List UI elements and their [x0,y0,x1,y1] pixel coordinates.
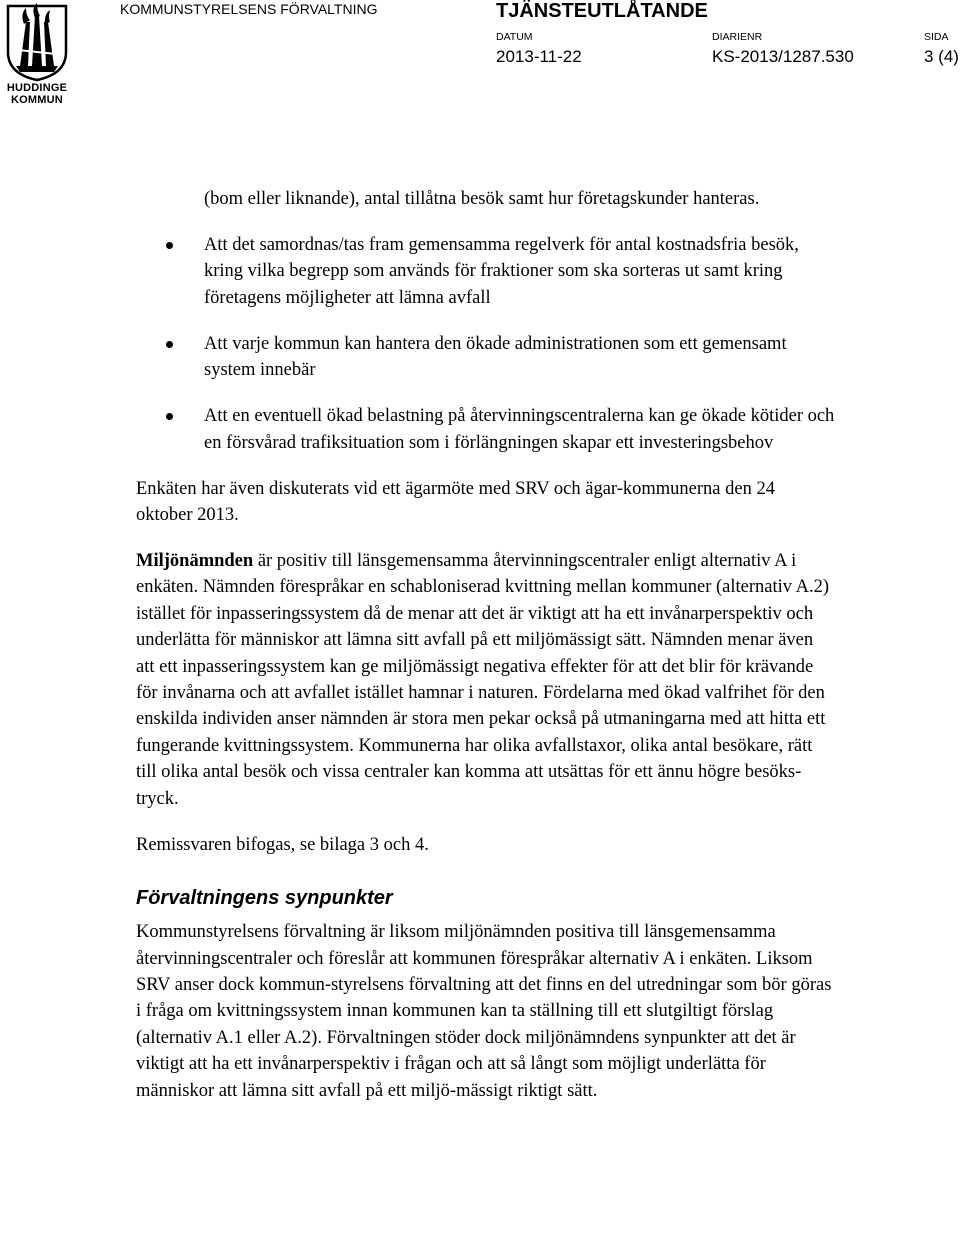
bullet-icon [166,341,173,348]
diary-number: KS-2013/1287.530 [712,47,854,66]
list-item [136,232,836,311]
list-item-text: Att en eventuell ökad belastning på återvinningscentralerna kan ge ökade kötider och en försvårad trafiksituation som i förlängningen skapar ett investeringsbehov [204,406,835,453]
organization-name: KOMMUNSTYRELSENS FÖRVALTNING [120,1,378,17]
page-number: 3 (4) [924,47,959,66]
paragraph-forvaltning: Kommunstyrelsens förvaltning är liksom miljönämnden positiva till länsgemensamma återvinningscentraler och föreslår att kommunen förespråkar alternativ A i enkäten. Liksom SRV anser dock kommun-styrelsens förvaltning att det finns en del utredningar som bör göras i fråga om kvittningssystem innan kommunen kan ta ställning till ett slutgiltigt förslag (alternativ A.1 eller A.2). Förvaltningen stöder dock miljönämndens synpunkter att det är viktigt att ha ett invånarperspektiv i frågan och att så långt som möjligt underlätta för människor att lämna sitt avfall på ett miljö-mässigt riktigt sätt. [136,922,832,1101]
diary-label: DIARIENR [712,31,763,43]
paragraph-miljonamnden [136,548,836,812]
bullet-icon [166,413,173,420]
list-item-text: Att varje kommun kan hantera den ökade administrationen som ett gemensamt system innebär [204,333,787,381]
list-item [136,403,836,456]
paragraph-enkaten: Enkäten har även diskuterats vid ett ägarmöte med SRV och ägar-kommunerna den 24 oktober 2013. [136,478,775,526]
logo-line2: KOMMUN [11,94,63,106]
paragraph-remissvar: Remissvaren bifogas, se bilaga 3 och 4. [136,834,429,855]
date-value: 2013-11-22 [496,47,582,66]
list-item [136,331,836,384]
bullet-list [136,232,836,456]
date-label: DATUM [496,31,533,43]
document-body [136,186,836,1104]
document-type: TJÄNSTEUTLÅTANDE [496,0,708,22]
huddinge-logo [4,2,70,106]
page-label: SIDA [924,31,949,43]
list-item-text: Att det samordnas/tas fram gemensamma regelverk för antal kostnadsfria besök, kring vilka begrepp som används för fraktioner som ska sorteras ut samt kring företagens möjligheter att lämna avfall [204,235,799,308]
section-heading: Förvaltningens synpunkter [136,887,393,910]
bullet-icon [166,242,173,249]
miljonamnden-text: är positiv till länsgemensamma återvinningscentraler enligt alternativ A i enkäten. Nämnden förespråkar en schabloniserad kvittning mellan kommuner (alternativ A.2) istället för inpasseringssystem då de menar att det är viktigt att ha ett invånarperspektiv och underlätta för människor att lämna sitt avfall på ett miljömässigt sätt. Nämnden menar även att ett inpasseringssystem kan ge miljömässigt negativa effekter för att det blir för krävande för invånarna och att avfallet istället hamnar i naturen. Fördelarna med ökad valfrihet för den enskilda individen anser nämnden är stora men pekar också på utmaningarna med att hitta ett fungerande kvittningssystem. Kommunerna har olika avfallstaxor, olika antal besökare, rätt till olika antal besök och vissa centraler kan komma att utsättas för ett ännu högre besöks-tryck. [136,551,830,809]
coat-of-arms-icon [4,2,70,82]
miljonamnden-bold: Miljönämnden [136,551,254,572]
logo-line1: HUDDINGE [6,82,68,94]
bullet-continuation: (bom eller liknande), antal tillåtna besök samt hur företagskunder hanteras. [204,189,760,209]
